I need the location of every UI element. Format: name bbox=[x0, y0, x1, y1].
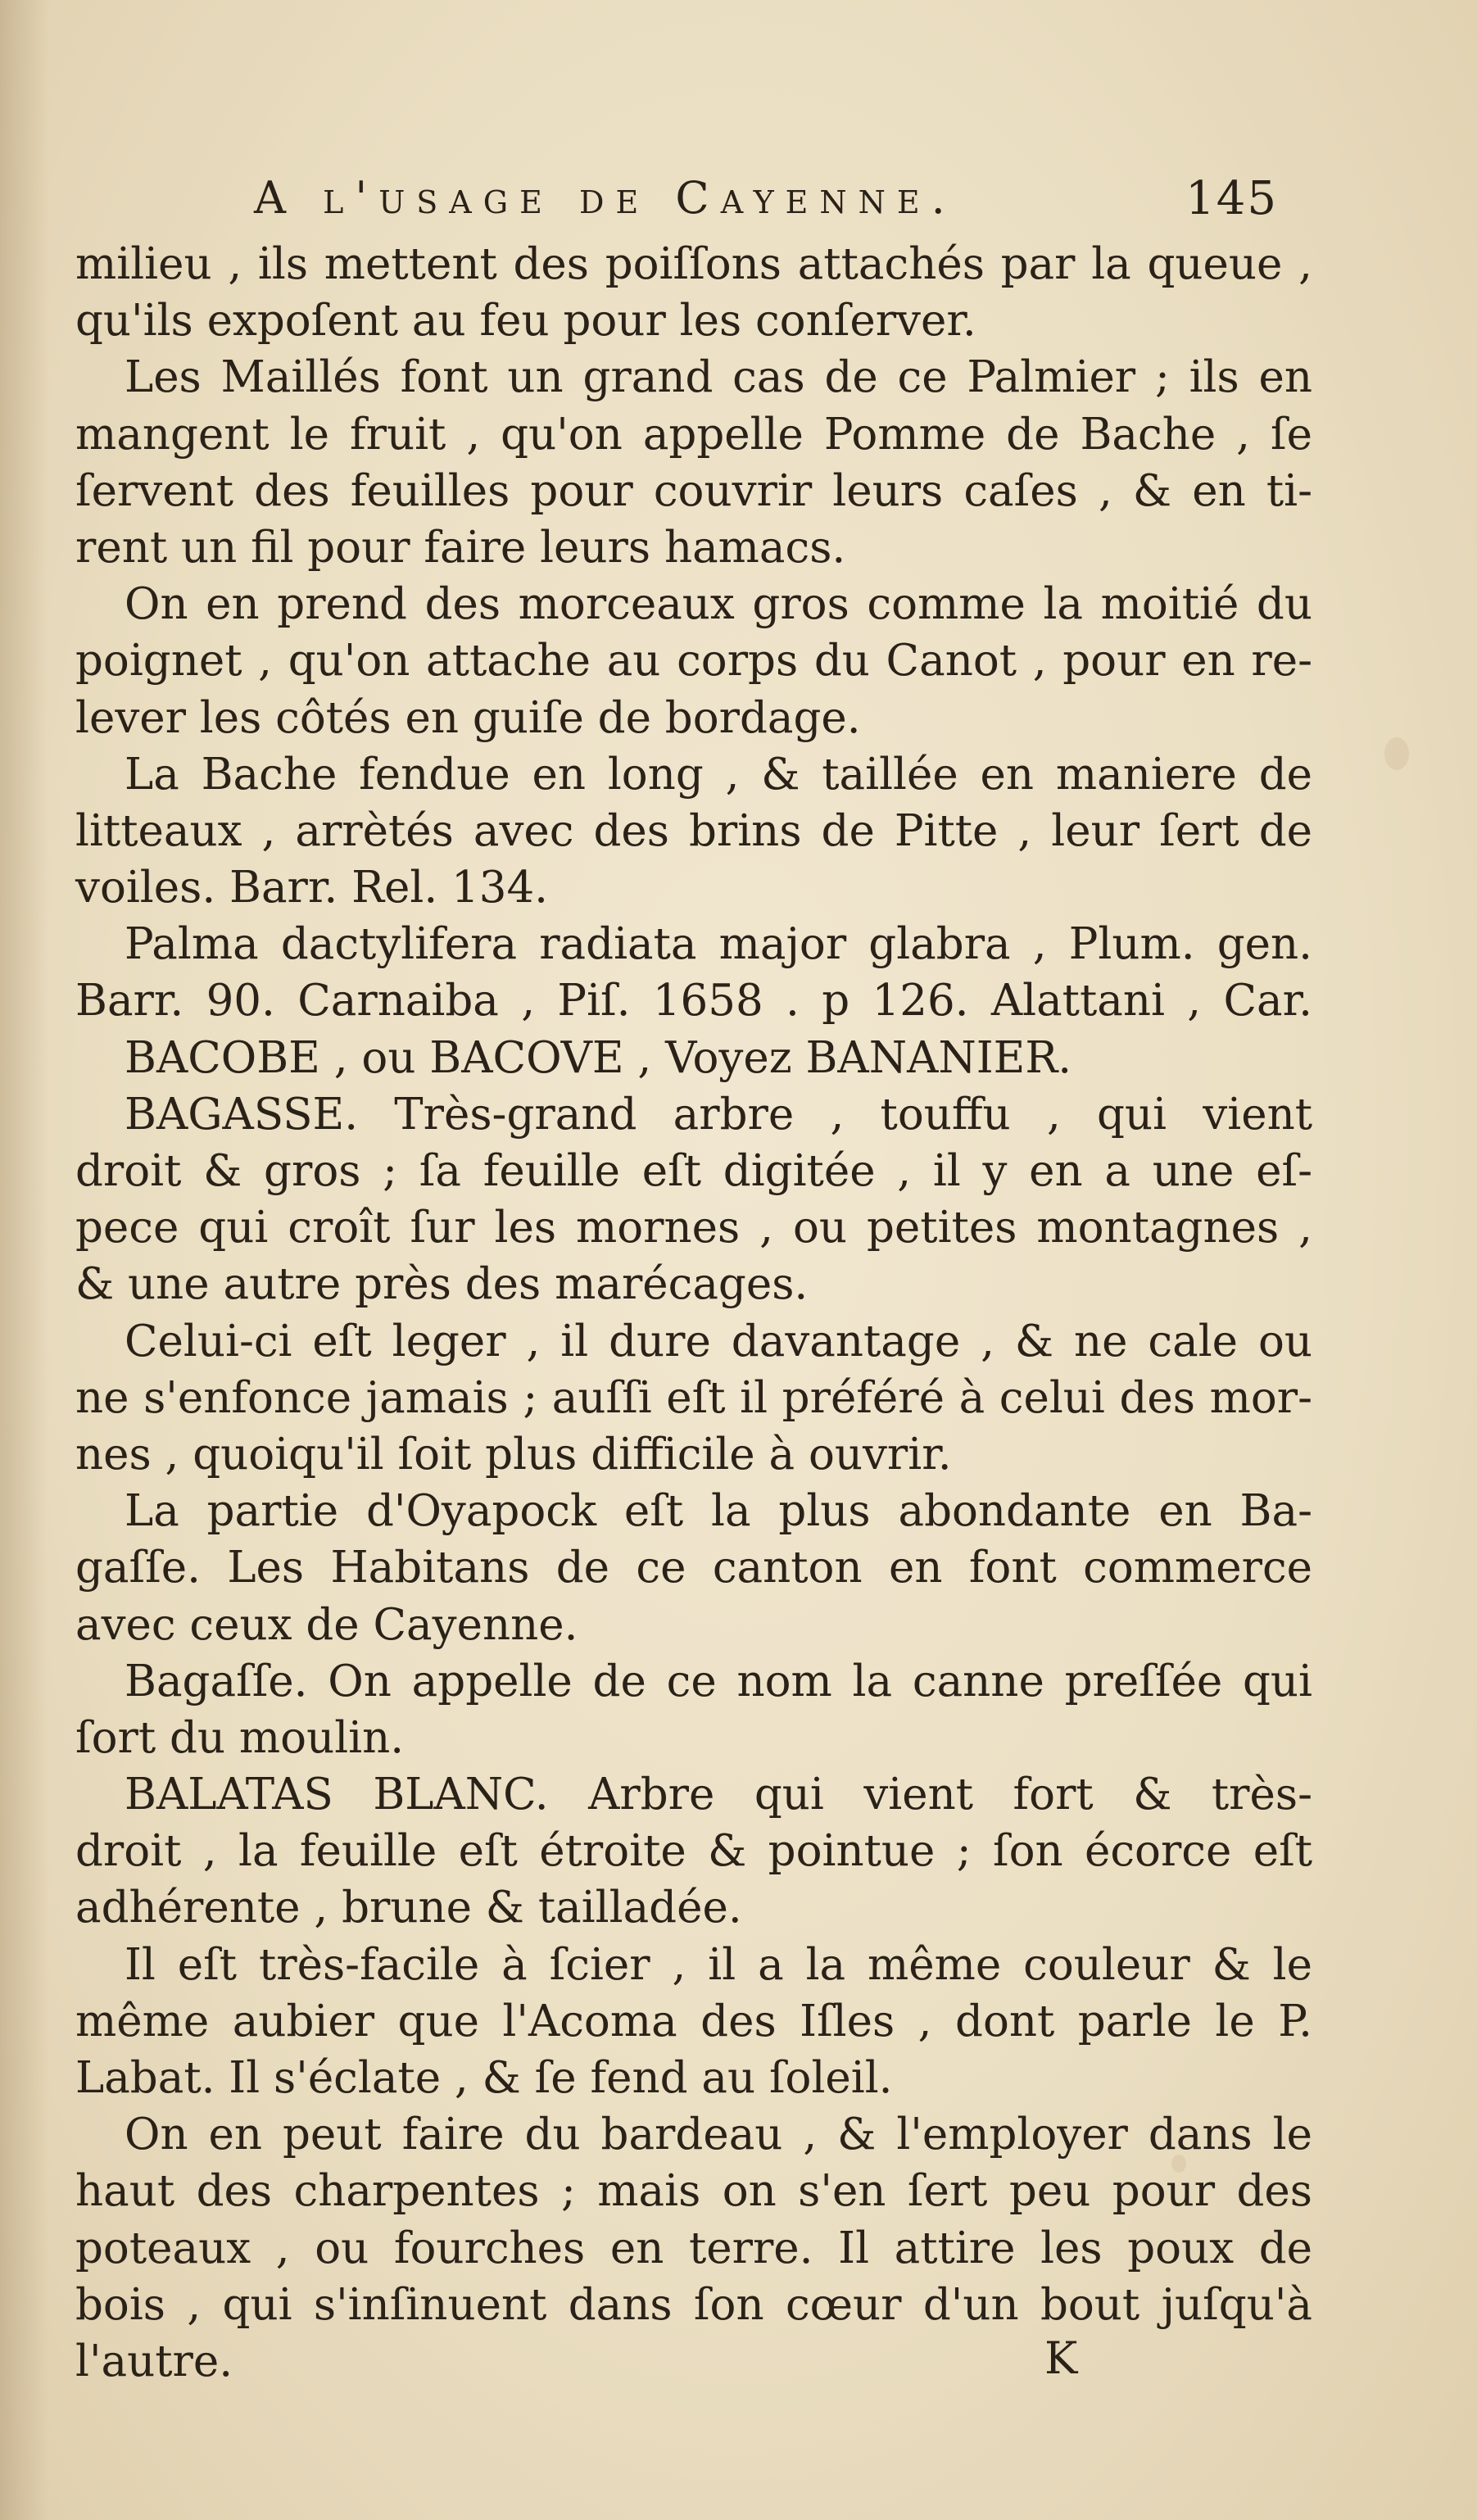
text-line: mangent le fruit , qu'on appelle Pomme de Bache , ſe bbox=[75, 409, 1312, 460]
text-line: poignet , qu'on attache au corps du Canot , pour en re- bbox=[75, 636, 1312, 687]
text-line: avec ceux de Cayenne. bbox=[75, 1599, 578, 1650]
text-line: La Bache fendue en long , & taillée en maniere de bbox=[125, 749, 1312, 800]
running-title: A l'usage de Cayenne. bbox=[254, 172, 957, 224]
text-line: même aubier que l'Acoma des Iſles , dont parle le P. bbox=[75, 1996, 1312, 2046]
text-line: On en prend des morceaux gros comme la moitié du bbox=[125, 579, 1312, 630]
text-line: poteaux , ou fourches en terre. Il attire les poux de bbox=[75, 2223, 1312, 2273]
text-line: BAGASSE. Très-grand arbre , touffu , qui vient bbox=[125, 1089, 1312, 1140]
text-line: BALATAS BLANC. Arbre qui vient fort & très- bbox=[125, 1770, 1312, 1820]
gutter-shadow bbox=[0, 0, 49, 2520]
text-line: On en peut faire du bardeau , & l'employer dans le bbox=[125, 2110, 1312, 2160]
text-line: gaſſe. Les Habitans de ce canton en font commerce bbox=[75, 1543, 1312, 1593]
text-line: haut des charpentes ; mais on s'en ſert peu pour des bbox=[75, 2166, 1312, 2217]
text-line: adhérente , brune & tailladée. bbox=[75, 1883, 742, 1933]
text-line: bois , qui s'inſinuent dans ſon cœur d'un bout juſqu'à bbox=[75, 2279, 1312, 2330]
text-line: ne s'enfonce jamais ; auſſi eſt il préféré à celui des mor- bbox=[75, 1372, 1312, 1423]
text-line: lever les côtés en guiſe de bordage. bbox=[75, 692, 861, 743]
body-text bbox=[75, 236, 1312, 2390]
text-line: Palma dactylifera radiata major glabra , Plum. gen. bbox=[125, 919, 1312, 970]
text-line: milieu , ils mettent des poiſſons attachés par la queue , bbox=[75, 239, 1312, 289]
text-line: Labat. Il s'éclate , & ſe fend au ſoleil. bbox=[75, 2053, 893, 2103]
text-line: BACOBE , ou BACOVE , Voyez BANANIER. bbox=[125, 1032, 1072, 1083]
text-line: pece qui croît ſur les mornes , ou petites montagnes , bbox=[75, 1203, 1312, 1253]
text-line: Barr. 90. Carnaiba , Piſ. 1658 . p 126. Alattani , Car. bbox=[75, 976, 1312, 1027]
text-line: Il eſt très-facile à ſcier , il a la même couleur & le bbox=[125, 1939, 1312, 1990]
text-line: litteaux , arrètés avec des brins de Pitte , leur ſert de bbox=[75, 805, 1312, 856]
text-line: Celui-ci eſt leger , il dure davantage , & ne cale ou bbox=[125, 1316, 1312, 1367]
text-line: l'autre. bbox=[75, 2336, 233, 2386]
text-line: rent un fil pour faire leurs hamacs. bbox=[75, 522, 846, 573]
signature-mark: K bbox=[1044, 2332, 1078, 2384]
text-line: & une autre près des marécages. bbox=[75, 1259, 809, 1310]
text-line: La partie d'Oyapock eſt la plus abondante en Ba- bbox=[125, 1486, 1312, 1537]
text-line: Bagaſſe. On appelle de ce nom la canne preſſée qui bbox=[125, 1656, 1312, 1706]
text-line: ſort du moulin. bbox=[75, 1712, 405, 1763]
text-line: Les Maillés font un grand cas de ce Palmier ; ils en bbox=[125, 352, 1312, 403]
page-number: 145 bbox=[1185, 172, 1278, 225]
text-line: voiles. Barr. Rel. 134. bbox=[75, 863, 549, 913]
text-line: ſervent des feuilles pour couvrir leurs caſes , & en ti- bbox=[75, 465, 1312, 516]
text-line: droit & gros ; ſa feuille eſt digitée , il y en a une eſ- bbox=[75, 1146, 1312, 1196]
foxing-spot bbox=[1384, 737, 1409, 770]
text-line: qu'ils expoſent au feu pour les conſerver. bbox=[75, 296, 976, 347]
text-line: nes , quoiqu'il ſoit plus difficile à ouvrir. bbox=[75, 1429, 952, 1480]
text-line: droit , la feuille eſt étroite & pointue ; ſon écorce eſt bbox=[75, 1826, 1312, 1877]
page-header bbox=[254, 172, 1278, 229]
